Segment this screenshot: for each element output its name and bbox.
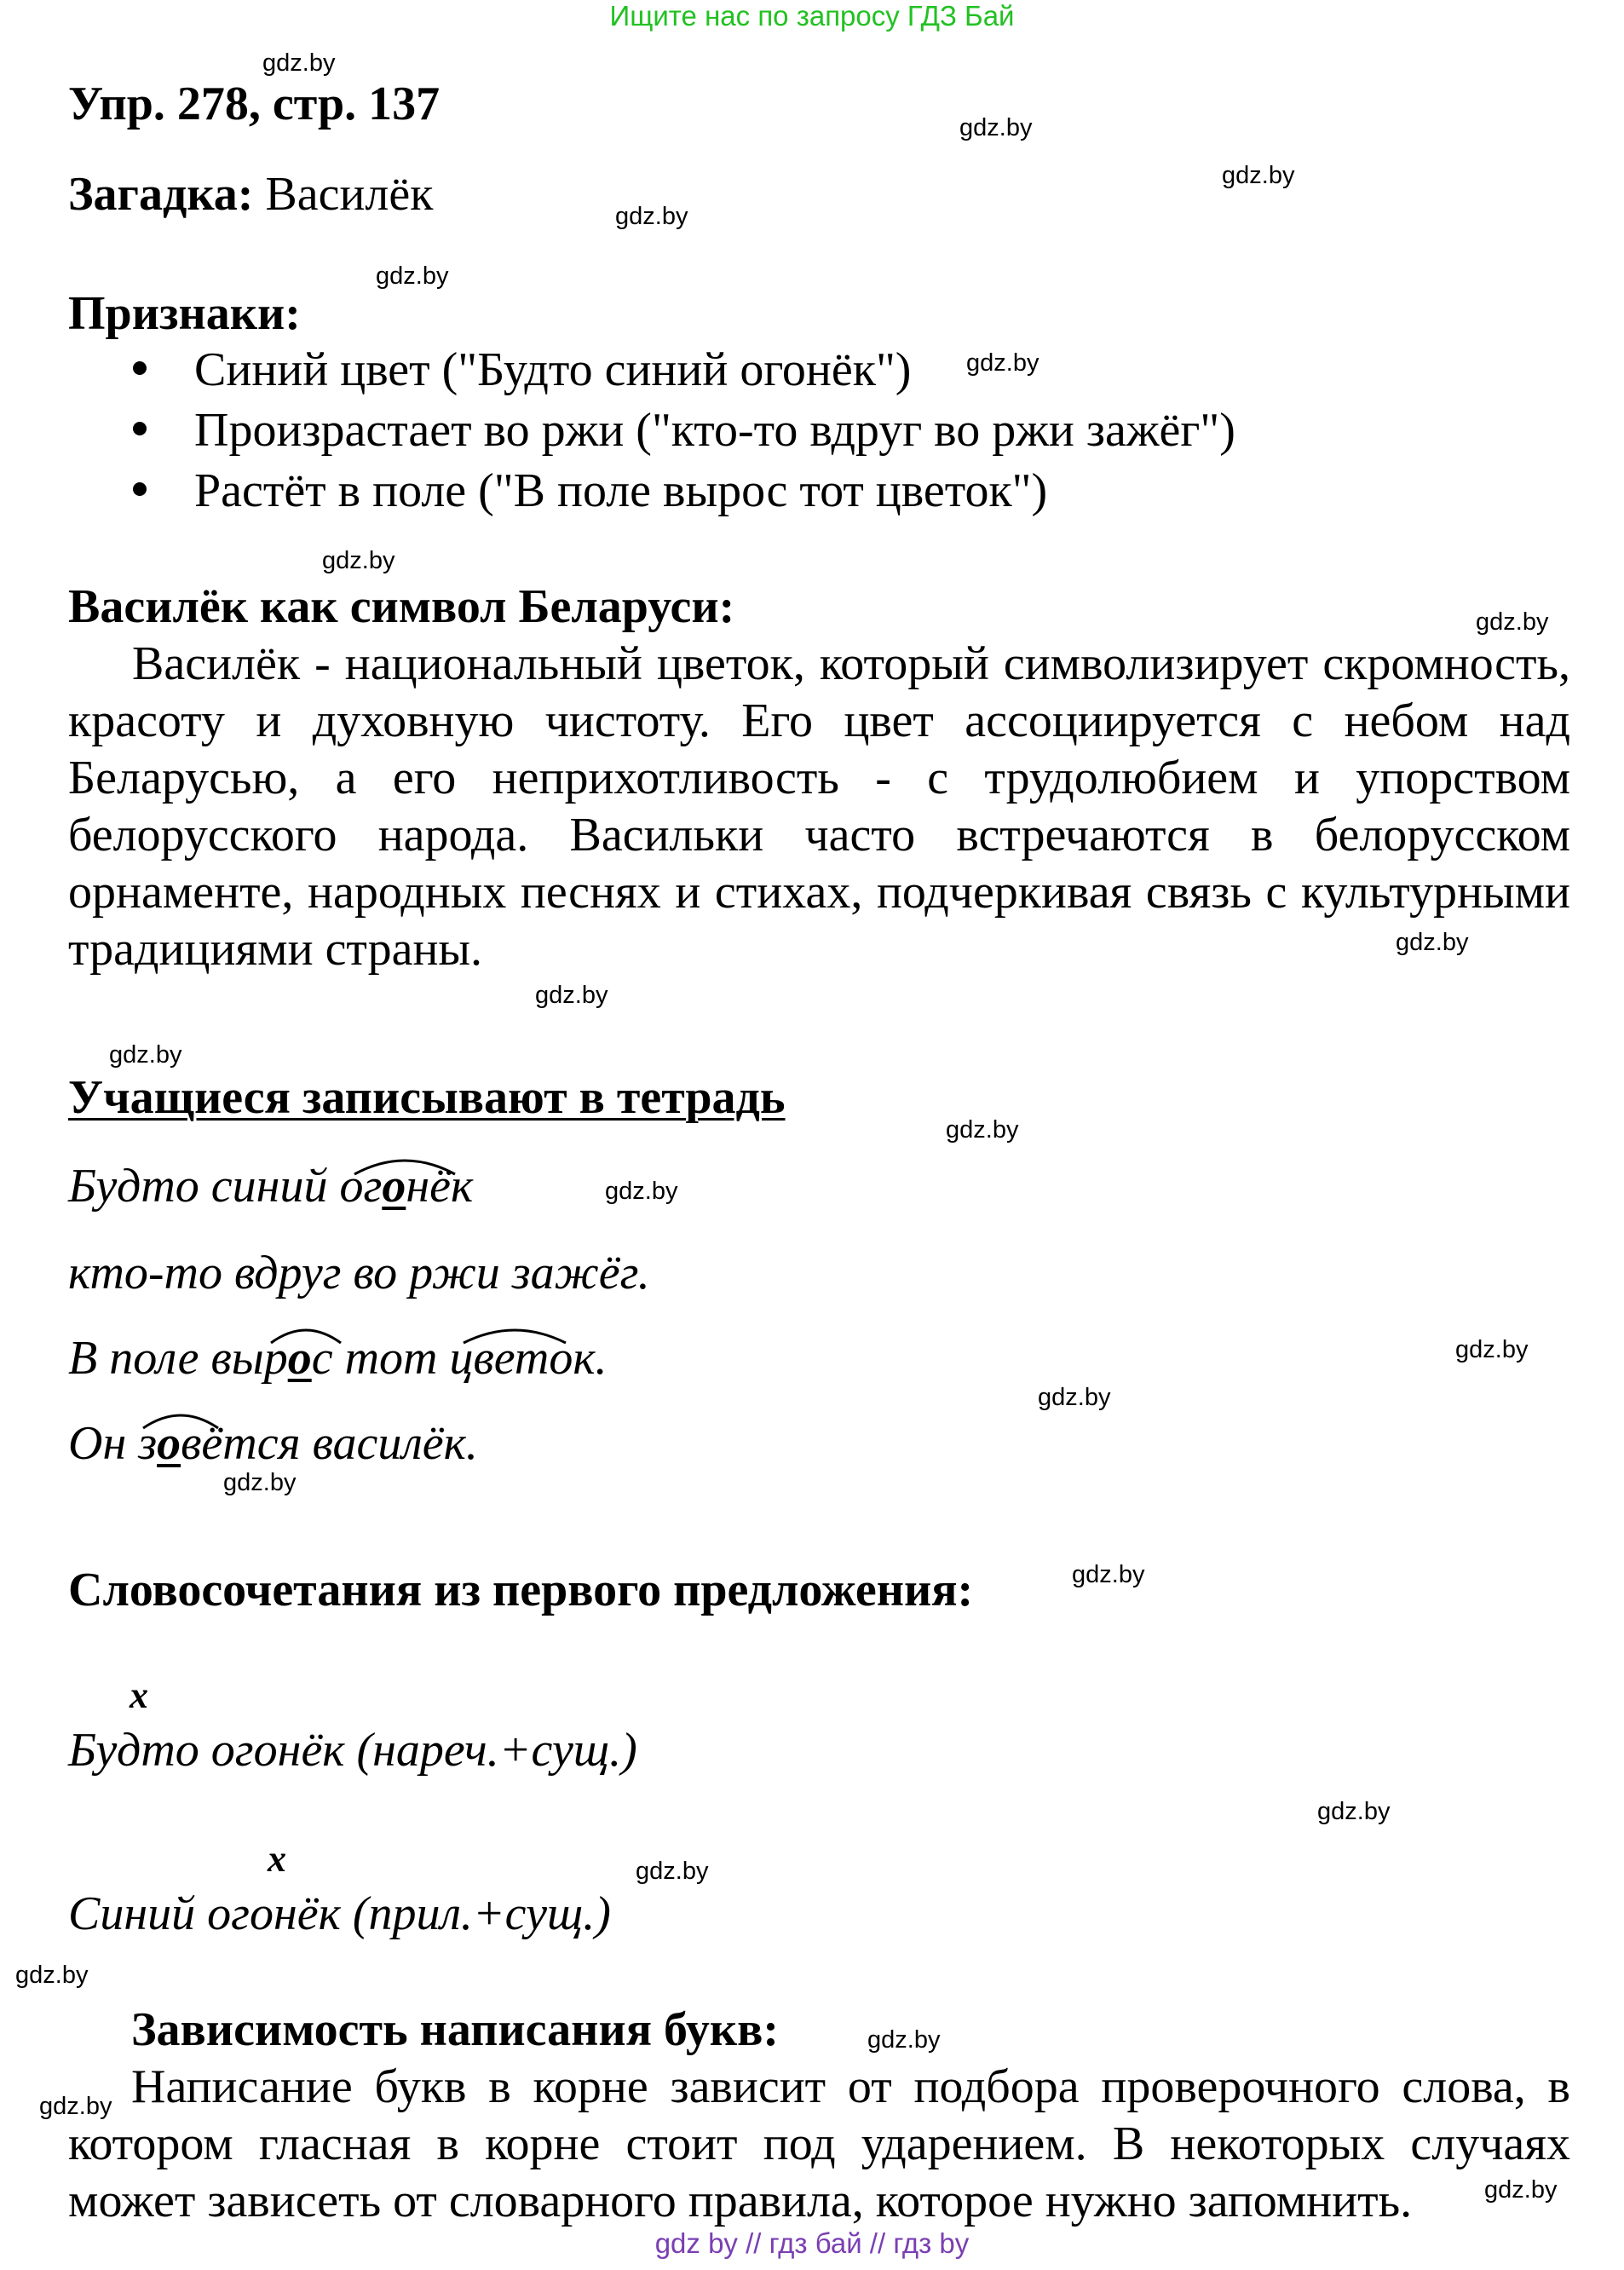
riddle [68, 167, 433, 222]
bullet-icon [133, 482, 147, 496]
signs-list [126, 343, 1235, 524]
bullet-icon [133, 361, 147, 375]
root-arc-icon [140, 1408, 222, 1432]
watermark: gdz.by [39, 2093, 112, 2120]
stressed-vowel: о [287, 1332, 312, 1385]
line-text: цвет [449, 1332, 550, 1385]
phrase-2: Синий огонёк (прил.+сущ.) [68, 1887, 611, 1940]
list-item [126, 343, 1235, 403]
watermark: gdz.by [1476, 608, 1549, 636]
riddle-label: Загадка: [68, 168, 254, 221]
line-text: ок. [549, 1332, 608, 1385]
watermark: gdz.by [109, 1041, 182, 1069]
symbol-heading: Василёк как символ Беларуси: [68, 580, 735, 633]
watermark: gdz.by [1455, 1336, 1529, 1363]
phrases-heading: Словосочетания из первого предложения: [68, 1564, 974, 1616]
watermark: gdz.by [1317, 1798, 1391, 1825]
bottom-banner[interactable]: gdz by // гдз бай // гдз by [654, 2227, 970, 2259]
line-text: Он [68, 1417, 139, 1470]
phrase-1: Будто огонёк (нареч.+сущ.) [68, 1724, 637, 1777]
stressed-vowel: о [157, 1417, 181, 1470]
watermark: gdz.by [376, 262, 449, 290]
watermark: gdz.by [1222, 162, 1295, 189]
symbol-paragraph: Василёк - национальный цветок, который символизирует скромность, красоту и духовную чистоту. Его цвет ассоциируется с небом над Беларусью, а его неприхотливость - с трудолюбием и упорством белорусского народа. Васильки часто встречаются в белорусском орнаменте, народных песнях и стихах, подчеркивая связь с культурными традициями страны. [68, 637, 1570, 976]
watermark: gdz.by [1072, 1561, 1145, 1588]
watermark: gdz.by [322, 547, 395, 574]
notebook-line-4 [68, 1416, 478, 1471]
list-item [126, 464, 1235, 524]
watermark: gdz.by [966, 349, 1039, 377]
watermark: gdz.by [262, 49, 336, 77]
dependence-heading: Зависимость написания букв: [131, 2003, 780, 2056]
riddle-answer: Василёк [253, 168, 434, 221]
root-arc-icon [460, 1322, 569, 1346]
list-item-text: Произрастает во ржи ("кто-то вдруг во ржи зажёг") [194, 404, 1235, 457]
watermark: gdz.by [867, 2026, 941, 2054]
line-text: ог [339, 1160, 383, 1213]
top-banner[interactable]: Ищите нас по запросу ГДЗ Бай [609, 0, 1015, 32]
head-word-mark: x [268, 1838, 286, 1880]
bullet-icon [133, 422, 147, 435]
watermark: gdz.by [535, 982, 608, 1009]
watermark: gdz.by [1396, 929, 1469, 956]
watermark: gdz.by [605, 1178, 678, 1205]
watermark: gdz.by [636, 1858, 709, 1885]
watermark: gdz.by [615, 203, 688, 230]
list-item-text: Синий цвет ("Будто синий огонёк") [194, 343, 912, 396]
watermark: gdz.by [1038, 1384, 1111, 1411]
list-item-text: Растёт в поле ("В поле вырос тот цветок") [194, 464, 1048, 517]
list-item [126, 403, 1235, 464]
exercise-title: Упр. 278, стр. 137 [68, 78, 441, 130]
stressed-vowel: о [382, 1160, 406, 1213]
signs-heading: Признаки: [68, 287, 301, 340]
head-word-mark: x [130, 1674, 148, 1716]
line-text: вётся василёк. [181, 1417, 478, 1470]
root-arc-icon [268, 1322, 344, 1346]
watermark: gdz.by [959, 114, 1033, 141]
notebook-heading: Учащиеся записывают в тетрадь [68, 1071, 786, 1124]
line-text: нёк [406, 1160, 474, 1213]
line-text: В поле выр [68, 1332, 288, 1385]
notebook-line-2: кто-то вдруг во ржи зажёг. [68, 1247, 650, 1299]
dependence-paragraph: Написание букв в корне зависит от подбора проверочного слова, в котором гласная в корне стоит под ударением. В некоторых случаях может зависеть от словарного правила, которое нужно запомнить. [68, 2060, 1570, 2227]
line-text: с тот [311, 1332, 450, 1385]
line-text: з [138, 1417, 158, 1470]
watermark: gdz.by [15, 1962, 89, 1989]
line-text: Будто синий [68, 1160, 340, 1213]
watermark: gdz.by [223, 1469, 297, 1496]
watermark: gdz.by [946, 1116, 1019, 1144]
root-arc-icon [351, 1152, 458, 1178]
watermark: gdz.by [1484, 2176, 1558, 2204]
